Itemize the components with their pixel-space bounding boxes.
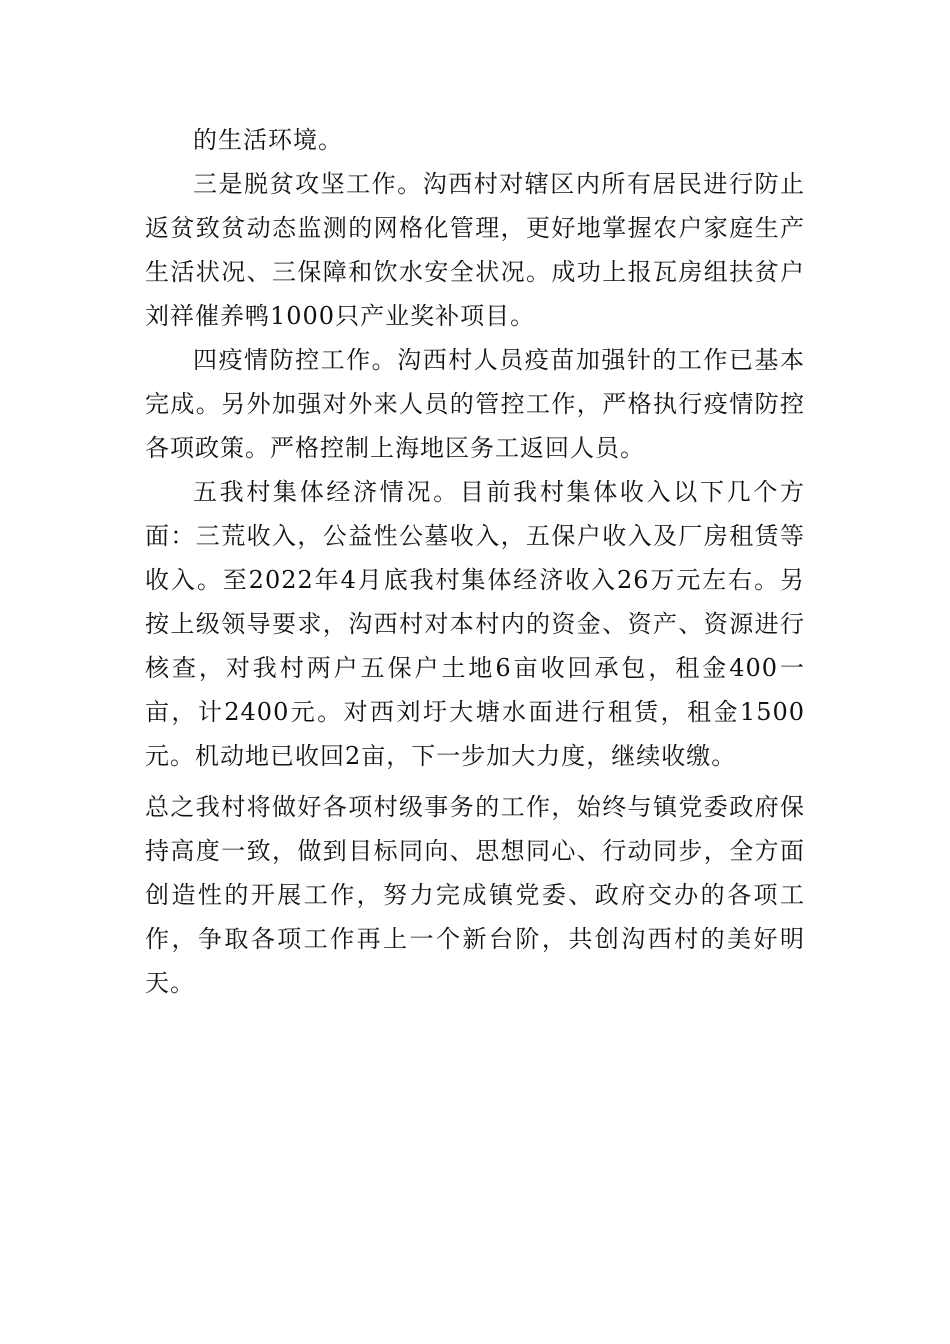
paragraph-collective-economy: 五我村集体经济情况。目前我村集体收入以下几个方面：三荒收入，公益性公墓收入，五保户收入及厂房租赁等收入。至2022年4月底我村集体经济收入26万元左右。另按上级领导要求，沟西村对本村内的资金、资产、资源进行核查，对我村两户五保户土地6亩收回承包，租金400一亩，计2400元。对西刘圩大塘水面进行租赁，租金1500元。机动地已收回2亩，下一步加大力度，继续收缴。 (145, 478, 805, 770)
paragraph-conclusion: 总之我村将做好各项村级事务的工作，始终与镇党委政府保持高度一致，做到目标同向、思想同心、行动同步，全方面创造性的开展工作，努力完成镇党委、政府交办的各项工作，争取各项工作再上一个新台阶，共创沟西村的美好明天。 (145, 793, 805, 997)
body-text (145, 118, 805, 778)
paragraph-living-environment: 的生活环境。 (193, 126, 343, 154)
paragraph-poverty-alleviation: 三是脱贫攻坚工作。沟西村对辖区内所有居民进行防止返贫致贫动态监测的网格化管理，更好地掌握农户家庭生产生活状况、三保障和饮水安全状况。成功上报瓦房组扶贫户刘祥催养鸭1000只产业奖补项目。 (145, 170, 805, 330)
paragraph-epidemic-control: 四疫情防控工作。沟西村人员疫苗加强针的工作已基本完成。另外加强对外来人员的管控工作，严格执行疫情防控各项政策。严格控制上海地区务工返回人员。 (145, 346, 805, 462)
